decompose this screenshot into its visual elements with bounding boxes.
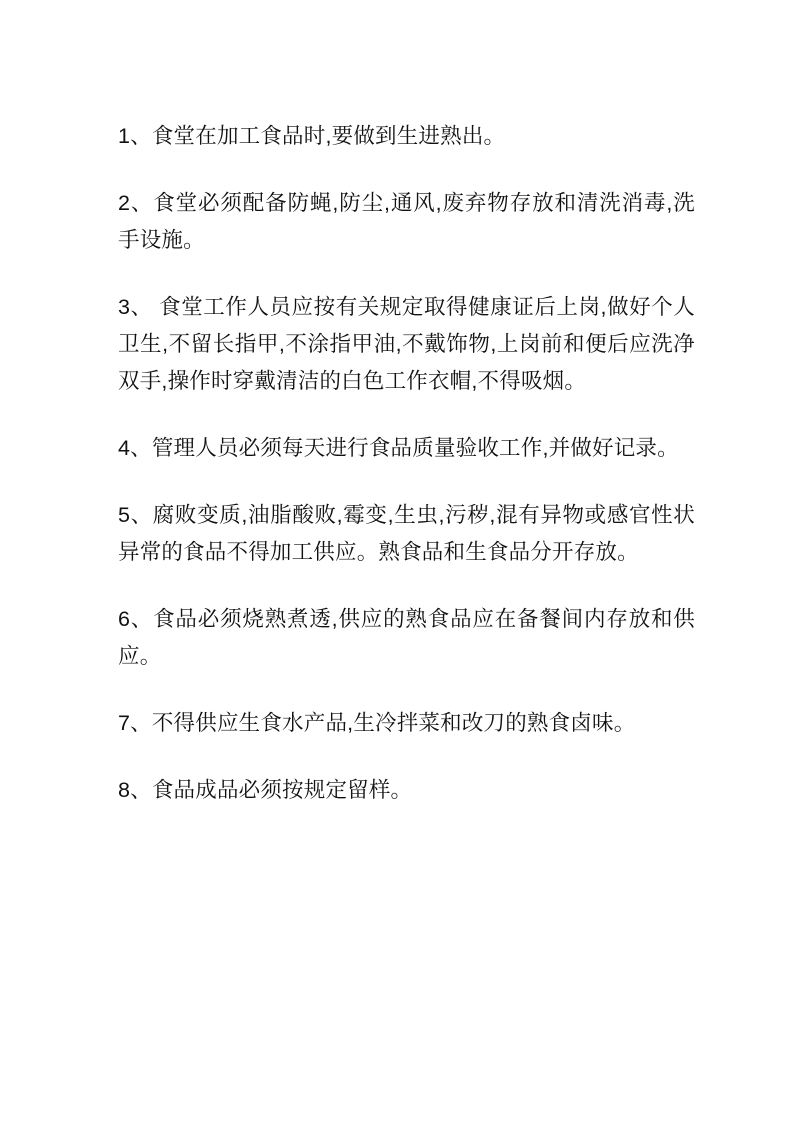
paragraph-4: 4、管理人员必须每天进行食品质量验收工作,并做好记录。 — [118, 435, 679, 460]
paragraph-6: 6、食品必须烧熟煮透,供应的熟食品应在备餐间内存放和供应。 — [118, 606, 695, 668]
paragraph-7: 7、不得供应生食水产品,生冷拌菜和改刀的熟食卤味。 — [118, 710, 636, 735]
paragraph-1: 1、食堂在加工食品时,要做到生进熟出。 — [118, 124, 506, 148]
paragraph-3: 3、 食堂工作人员应按有关规定取得健康证后上岗,做好个人卫生,不留长指甲,不涂指甲油,不戴饰物,上岗前和便后应洗净双手,操作时穿戴清洁的白色工作衣帽,不得吸烟。 — [118, 294, 695, 393]
paragraph-5: 5、腐败变质,油脂酸败,霉变,生虫,污秽,混有异物或感官性状异常的食品不得加工供应。熟食品和生食品分开存放。 — [118, 502, 695, 564]
document-body — [118, 118, 695, 809]
paragraph-8: 8、食品成品必须按规定留样。 — [118, 777, 413, 802]
paragraph-2: 2、食堂必须配备防蝇,防尘,通风,废弃物存放和清洗消毒,洗手设施。 — [118, 190, 695, 252]
